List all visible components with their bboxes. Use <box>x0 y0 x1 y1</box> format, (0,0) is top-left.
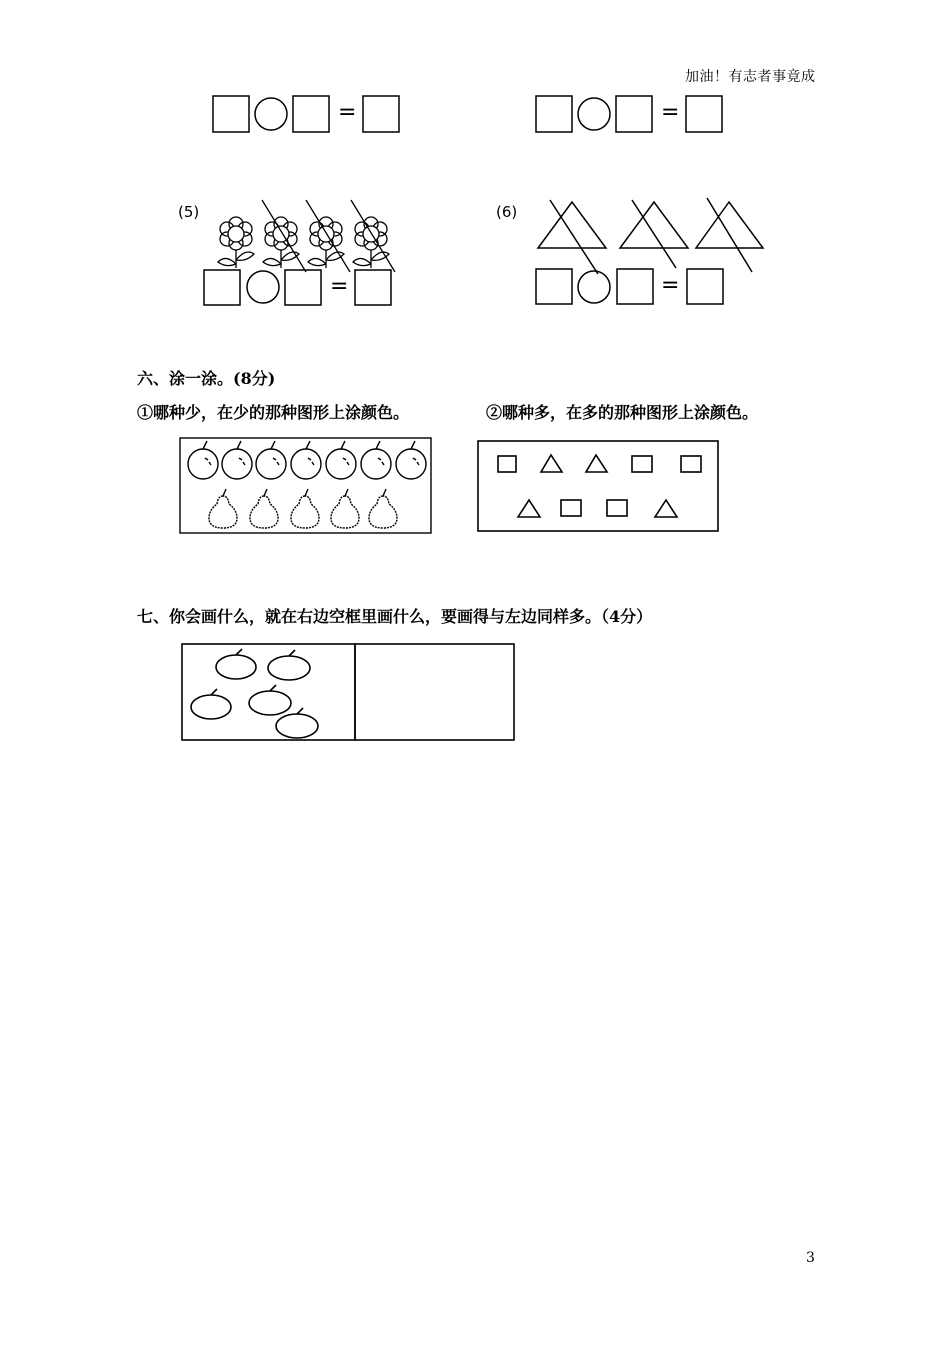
cross-out-line <box>262 200 306 272</box>
apple-icon <box>361 441 391 479</box>
apple-icon <box>396 441 426 479</box>
flower-icon <box>263 217 299 268</box>
apple-icon <box>191 689 231 719</box>
square-icon[interactable] <box>632 456 652 472</box>
flower-icon <box>308 217 344 268</box>
square-icon[interactable] <box>498 456 516 472</box>
apple-icon <box>291 441 321 479</box>
apple-icon <box>326 441 356 479</box>
q6-triangles <box>538 198 763 274</box>
triangle-icon[interactable] <box>655 500 677 517</box>
operator-circle[interactable] <box>255 98 287 130</box>
shapes-box <box>478 441 718 531</box>
pear-icon <box>209 489 237 528</box>
apple-icon <box>268 650 310 680</box>
pear-icon <box>369 489 397 528</box>
answer-box[interactable] <box>285 270 321 305</box>
q5-label: (5) <box>178 203 200 221</box>
equation-row-1-left <box>213 96 399 132</box>
section7-title: 七、你会画什么，就在右边空框里画什么，要画得与左边同样多。（4分） <box>137 607 653 626</box>
equals-sign: = <box>330 274 349 299</box>
header-motto: 加油！有志者事竟成 <box>685 69 816 85</box>
answer-box[interactable] <box>355 270 391 305</box>
answer-box[interactable] <box>293 96 329 132</box>
pear-icon <box>291 489 319 528</box>
operator-circle[interactable] <box>578 271 610 303</box>
section6-task2: ②哪种多，在多的那种图形上涂颜色。 <box>486 403 759 422</box>
flower-icon <box>218 217 254 268</box>
equation-row-1-right <box>536 96 722 132</box>
triangle-icon[interactable] <box>518 500 540 517</box>
q6-equation <box>536 269 723 304</box>
q6-label: (6) <box>496 203 518 221</box>
q5-equation <box>204 270 391 305</box>
triangle-icon[interactable] <box>541 455 562 472</box>
apple-icon <box>216 649 256 679</box>
cross-out-line <box>351 200 395 272</box>
triangle-icon <box>620 202 688 248</box>
apple-icon <box>188 441 218 479</box>
triangle-icon <box>696 202 763 248</box>
pear-icon <box>250 489 278 528</box>
cross-out-line <box>707 198 752 272</box>
answer-box[interactable] <box>213 96 249 132</box>
answer-box[interactable] <box>204 270 240 305</box>
cross-out-line <box>632 200 676 268</box>
square-icon[interactable] <box>561 500 581 516</box>
triangle-icon <box>538 202 606 248</box>
square-icon[interactable] <box>681 456 701 472</box>
example-box <box>182 644 355 740</box>
cross-out-line <box>550 200 598 274</box>
drawing-boxes <box>182 644 514 740</box>
square-icon[interactable] <box>607 500 627 516</box>
apple-icon <box>222 441 252 479</box>
answer-box[interactable] <box>617 269 653 304</box>
draw-answer-box[interactable] <box>355 644 514 740</box>
answer-box[interactable] <box>363 96 399 132</box>
answer-box[interactable] <box>536 96 572 132</box>
page-number: 3 <box>806 1250 815 1266</box>
operator-circle[interactable] <box>578 98 610 130</box>
section6-title: 六、涂一涂。(8分) <box>137 369 276 388</box>
equals-sign: = <box>661 273 680 298</box>
answer-box[interactable] <box>686 96 722 132</box>
answer-box[interactable] <box>687 269 723 304</box>
q5-flowers <box>218 200 395 272</box>
answer-box[interactable] <box>616 96 652 132</box>
cross-out-line <box>306 200 350 272</box>
triangle-icon[interactable] <box>586 455 607 472</box>
apple-icon <box>256 441 286 479</box>
fruit-box <box>180 438 431 533</box>
apple-icon <box>249 685 291 715</box>
answer-box[interactable] <box>536 269 572 304</box>
operator-circle[interactable] <box>247 271 279 303</box>
pear-icon <box>331 489 359 528</box>
equals-sign: = <box>338 100 357 125</box>
section6-task1: ①哪种少，在少的那种图形上涂颜色。 <box>137 403 410 422</box>
flower-icon <box>353 217 389 268</box>
equals-sign: = <box>661 100 680 125</box>
